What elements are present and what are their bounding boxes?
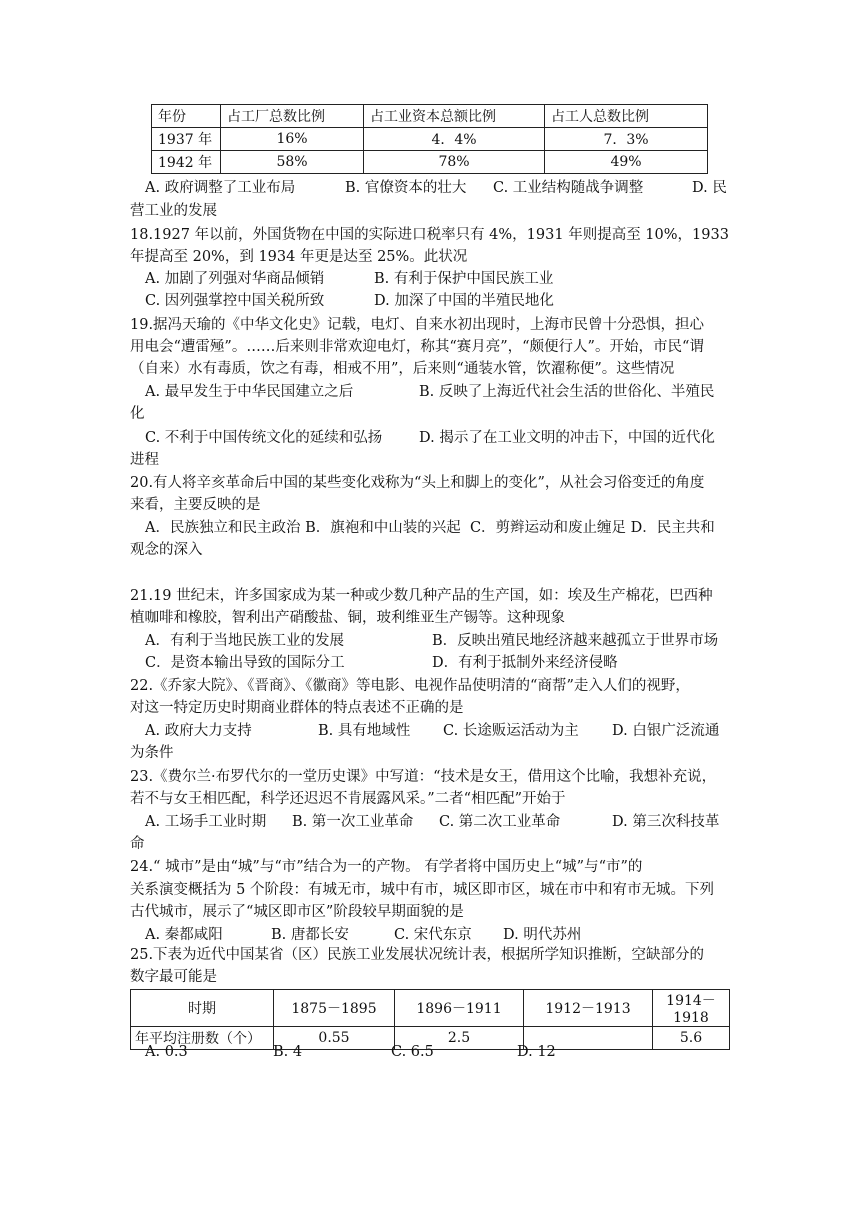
q17-option-d-cont: 营工业的发展: [130, 203, 217, 219]
q25-option-c: C. 6.5: [391, 1044, 434, 1060]
q17-option-a: A. 政府调整了工业布局: [145, 180, 296, 196]
q19-stem-line: 19.据冯天瑜的《中华文化史》记载，电灯、自来水初出现时，上海市民曾十分恐惧，担心: [130, 317, 705, 333]
q25-stem-line: 数字最可能是: [130, 969, 217, 985]
q19-option-d: D. 揭示了在工业文明的冲击下，中国的近代化: [419, 430, 715, 446]
q21-option-b: B．反映出殖民地经济越来越孤立于世界市场: [432, 633, 719, 649]
q20-stem-line: 来看，主要反映的是: [130, 497, 261, 513]
q21-option-c: C．是资本输出导致的国际分工: [145, 655, 345, 671]
q24-stem-line: 24.“ 城市”是由“城”与“市”结合为一的产物。 有学者将中国历史上“城”与“市”的: [130, 859, 643, 875]
q18-option-a: A. 加剧了列强对华商品倾销: [145, 271, 325, 287]
table-header-cell: 占工厂总数比例: [221, 105, 364, 128]
q18-option-c: C. 因列强掌控中国关税所致: [145, 293, 325, 309]
q23-option-d: D. 第三次科技革: [612, 814, 720, 830]
q24-option-c: C. 宋代东京: [394, 927, 472, 943]
q22-stem-line: 对这一特定历史时期商业群体的特点表述不正确的是: [130, 700, 464, 716]
q21-option-a: A．有利于当地民族工业的发展: [145, 633, 344, 649]
table-header-cell: 1912－1913: [524, 990, 653, 1027]
table-cell: 7．3%: [545, 128, 708, 151]
q17-option-b: B. 官僚资本的壮大: [345, 180, 467, 196]
q22-option-a: A. 政府大力支持: [145, 723, 252, 739]
q23-stem-line: 23.《费尔兰·布罗代尔的一堂历史课》中写道：“技术是女王，借用这个比喻，我想补充说，: [130, 769, 717, 785]
q19-stem-line: 用电会“遭雷殛”。……后来则非常欢迎电灯，称其“赛月亮”，“颇便行人”。开始，市民“谓: [130, 339, 704, 355]
q18-stem-line: 年提高至 20%，到 1934 年更是达至 25%。此状况: [130, 249, 468, 265]
table-header-row: [131, 990, 730, 1027]
q24-option-d: D. 明代苏州: [503, 927, 582, 943]
q25-option-a: A. 0.3: [145, 1044, 188, 1060]
q23-stem-line: 若不与女王相匹配，科学还迟迟不肯展露风采。”二者“相匹配”开始于: [130, 791, 566, 807]
q25-option-d: D. 12: [517, 1044, 556, 1060]
q20-options-cont: 观念的深入: [130, 542, 203, 558]
table-header-cell: 时期: [131, 990, 274, 1027]
q19-option-d-cont: 进程: [130, 452, 159, 468]
q19-option-c: C. 不利于中国传统文化的延续和弘扬: [145, 430, 383, 446]
q20-options: A．民族独立和民主政治 B．旗袍和中山装的兴起 C．剪辫运动和废止缠足 D．民主共和: [145, 520, 715, 536]
industry-share-table: [151, 104, 708, 174]
table-cell: 4．4%: [364, 128, 545, 151]
q23-option-a: A. 工场手工业时期: [145, 814, 267, 830]
q24-option-b: B. 唐都长安: [271, 927, 349, 943]
q19-option-b: B. 反映了上海近代社会生活的世俗化、半殖民: [419, 384, 715, 400]
table-cell: 1937 年: [152, 128, 221, 151]
q18-stem-line: 18.1927 年以前，外国货物在中国的实际进口税率只有 4%，1931 年则提高至 10%，1933: [130, 227, 729, 243]
q23-option-c: C. 第二次工业革命: [439, 814, 561, 830]
q23-option-b: B. 第一次工业革命: [292, 814, 414, 830]
table-cell: 0.55: [274, 1027, 395, 1050]
table-header-cell: 1914－1918: [653, 990, 730, 1027]
q22-option-c: C. 长途贩运活动为主: [443, 723, 579, 739]
table-cell: 2.5: [395, 1027, 524, 1050]
q24-stem-line: 关系演变概括为 5 个阶段：有城无市，城中有市，城区即市区，城在市中和宥市无城。下列: [130, 882, 714, 898]
table-cell: 78%: [364, 151, 545, 174]
table-cell: 49%: [545, 151, 708, 174]
q21-option-d: D．有利于抵制外来经济侵略: [432, 655, 618, 671]
q20-stem-line: 20.有人将辛亥革命后中国的某些变化戏称为“头上和脚上的变化”，从社会习俗变迁的角度: [130, 475, 705, 491]
q25-stem-line: 25.下表为近代中国某省（区）民族工业发展状况统计表，根据所学知识推断，空缺部分的: [130, 947, 705, 963]
table-row: [152, 151, 708, 174]
table-cell: 1942 年: [152, 151, 221, 174]
table-header-cell: 年份: [152, 105, 221, 128]
table-header-cell: 占工人总数比例: [545, 105, 708, 128]
q19-option-a: A. 最早发生于中华民国建立之后: [145, 384, 354, 400]
q22-option-d-cont: 为条件: [130, 745, 174, 761]
q17-option-c: C. 工业结构随战争调整: [493, 180, 644, 196]
q21-stem-line: 21.19 世纪末，许多国家成为某一种或少数几种产品的生产国，如：埃及生产棉花，巴西种: [130, 588, 713, 604]
q21-stem-line: 植咖啡和橡胶，智利出产硝酸盐、铜，玻利维亚生产锡等。这种现象: [130, 610, 565, 626]
q18-option-d: D. 加深了中国的半殖民地化: [374, 293, 554, 309]
table-header-row: [152, 105, 708, 128]
table-cell: 16%: [221, 128, 364, 151]
q24-option-a: A. 秦都咸阳: [145, 927, 223, 943]
table-row: [152, 128, 708, 151]
q22-stem-line: 22.《乔家大院》、《晋商》、《徽商》等电影、电视作品使明清的“商帮”走入人们的视野，: [130, 678, 690, 694]
q23-option-d-cont: 命: [130, 836, 145, 852]
q19-stem-line: （自来）水有毒质，饮之有毒，相戒不用”，后来则“通装水管，饮濯称便”。这些情况: [130, 361, 675, 377]
q17-option-d: D. 民: [692, 180, 727, 196]
table-row-label: 年平均注册数（个）: [131, 1027, 274, 1050]
q19-option-b-cont: 化: [130, 406, 145, 422]
table-cell: 58%: [221, 151, 364, 174]
q18-option-b: B. 有利于保护中国民族工业: [374, 271, 554, 287]
table-header-cell: 占工业资本总额比例: [364, 105, 545, 128]
table-cell: 5.6: [653, 1027, 730, 1050]
q22-option-b: B. 具有地域性: [318, 723, 411, 739]
q25-option-b: B. 4: [273, 1044, 303, 1060]
q22-option-d: D. 白银广泛流通: [612, 723, 720, 739]
table-header-cell: 1875－1895: [274, 990, 395, 1027]
q24-stem-line: 古代城市，展示了“城区即市区”阶段较早期面貌的是: [130, 904, 464, 920]
table-header-cell: 1896－1911: [395, 990, 524, 1027]
